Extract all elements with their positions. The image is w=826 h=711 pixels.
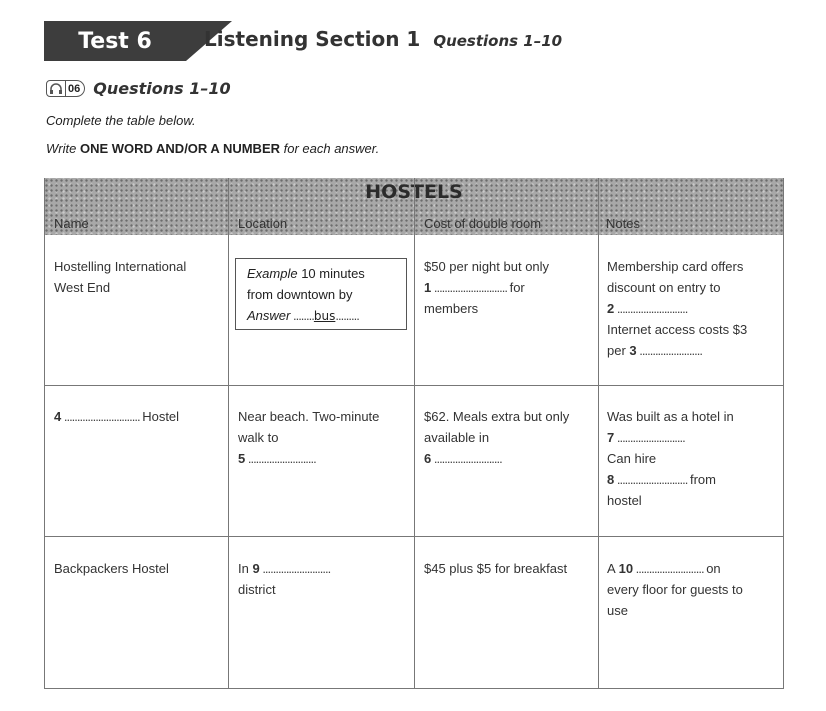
answer-value: bus <box>313 309 336 323</box>
row1-notes-line5 <box>607 340 747 361</box>
column-divider <box>414 178 415 689</box>
row3-notes-line3: use <box>607 603 628 618</box>
question-number-10: 10 <box>618 561 634 576</box>
row2-notes <box>607 406 734 511</box>
table-border-right <box>783 178 784 689</box>
example-line2: from downtown by <box>247 287 353 302</box>
section-title <box>204 27 562 51</box>
row3-notes-line2: every floor for guests to <box>607 582 743 597</box>
question-number-6: 6 <box>424 451 432 466</box>
table-title: HOSTELS <box>365 181 463 203</box>
row2-cost-line1: $62. Meals extra but only <box>424 409 570 424</box>
row2-notes-line4 <box>607 469 734 490</box>
answer-blank-3: ........................ <box>636 343 702 358</box>
row2-name-text: Hostel <box>142 409 180 424</box>
answer-blank-10: .......................... <box>633 561 707 576</box>
row3-notes-line1 <box>607 558 743 579</box>
row1-notes-line5-text: per <box>607 343 626 358</box>
table-border-bottom <box>44 688 784 689</box>
answer-blank-7: .......................... <box>614 430 685 445</box>
row2-location-line1: Near beach. Two-minute <box>238 409 380 424</box>
test-header <box>44 21 604 61</box>
row3-name: Backpackers Hostel <box>54 561 169 576</box>
question-number-7: 7 <box>607 430 615 445</box>
hostels-table <box>44 178 784 689</box>
question-number-1: 1 <box>424 280 432 295</box>
row3-notes-line1-text: on <box>706 561 721 576</box>
column-divider <box>598 178 599 689</box>
row2-notes-line3: Can hire <box>607 451 657 466</box>
column-header-notes: Notes <box>606 216 640 231</box>
row3-location-line2: district <box>238 582 276 597</box>
row2-cost <box>424 406 569 469</box>
section-title-text: Listening Section 1 <box>204 27 421 51</box>
row3-location-prefix: In <box>238 561 249 576</box>
row-divider <box>44 536 784 537</box>
row2-notes-line4-text: from <box>689 472 716 487</box>
answer-blank-8: ........................... <box>614 472 690 487</box>
instruction-bold: ONE WORD AND/OR A NUMBER <box>79 141 280 156</box>
row2-notes-line1: Was built as a hotel in <box>607 409 734 424</box>
column-divider <box>228 178 229 689</box>
row2-cost-line2: available in <box>424 430 490 445</box>
answer-blank-6: .......................... <box>431 451 502 466</box>
column-header-cost: Cost of double room <box>424 216 542 231</box>
row2-notes-line2 <box>607 427 734 448</box>
question-number-4: 4 <box>54 409 62 424</box>
row2-location-line2: walk to <box>238 430 279 445</box>
row1-cost-line1: $50 per night but only <box>424 259 550 274</box>
column-header-name: Name <box>54 216 89 231</box>
example-line1 <box>247 263 406 284</box>
questions-title: Questions 1–10 <box>93 79 231 98</box>
row1-notes-line2: discount on entry to <box>607 280 721 295</box>
table-border-left <box>44 178 45 689</box>
instruction-prefix: Write <box>46 141 80 156</box>
row1-notes-line1: Membership card offers <box>607 259 744 274</box>
instruction-complete: Complete the table below. <box>46 113 196 128</box>
row1-notes-line4: Internet access costs $3 <box>607 322 748 337</box>
row2-name-line1 <box>54 406 179 427</box>
question-number-9: 9 <box>252 561 260 576</box>
row2-cost-line3 <box>424 448 569 469</box>
answer-blank-9: .......................... <box>259 561 331 576</box>
question-number-2: 2 <box>607 301 615 316</box>
row3-cost: $45 plus $5 for breakfast <box>424 561 568 576</box>
answer-label: Answer <box>247 308 291 323</box>
answer-blank-1: ............................ <box>431 280 510 295</box>
answer-blank-2: ........................... <box>614 301 688 316</box>
headphones-icon <box>46 80 66 97</box>
answer-blank-4: ............................. <box>61 409 143 424</box>
example-box <box>235 258 407 330</box>
row1-cost-line2-text: for <box>509 280 525 295</box>
row1-notes <box>607 256 747 361</box>
row1-cost-line3: members <box>424 301 479 316</box>
question-number-8: 8 <box>607 472 615 487</box>
row1-cost <box>424 256 549 319</box>
row1-name-line2: West End <box>54 280 111 295</box>
row-divider <box>44 385 784 386</box>
row2-location <box>238 406 379 469</box>
row2-location-line3 <box>238 448 379 469</box>
row3-notes-prefix: A <box>607 561 615 576</box>
answer-blank: ......... <box>335 308 359 323</box>
example-label: Example <box>247 266 298 281</box>
track-number: 06 <box>66 80 85 97</box>
section-subtitle: Questions 1–10 <box>433 32 563 50</box>
row2-notes-line5: hostel <box>607 493 642 508</box>
question-number-5: 5 <box>238 451 246 466</box>
instruction-write <box>46 141 379 156</box>
example-answer <box>247 305 406 327</box>
row1-name-line1: Hostelling International <box>54 259 187 274</box>
row3-location-line1 <box>238 558 330 579</box>
row3-location <box>238 558 330 600</box>
question-number-3: 3 <box>629 343 637 358</box>
row1-notes-line3 <box>607 298 747 319</box>
example-line1-text: 10 minutes <box>301 266 365 281</box>
column-header-location: Location <box>238 216 288 231</box>
answer-blank-5: .......................... <box>245 451 316 466</box>
answer-blank: ........ <box>290 308 314 323</box>
questions-heading <box>46 79 231 98</box>
row1-cost-line2 <box>424 277 549 298</box>
test-badge: Test 6 <box>44 21 186 61</box>
row1-name <box>54 256 186 298</box>
row3-notes <box>607 558 743 621</box>
row2-name <box>54 406 179 427</box>
instruction-suffix: for each answer. <box>280 141 380 156</box>
